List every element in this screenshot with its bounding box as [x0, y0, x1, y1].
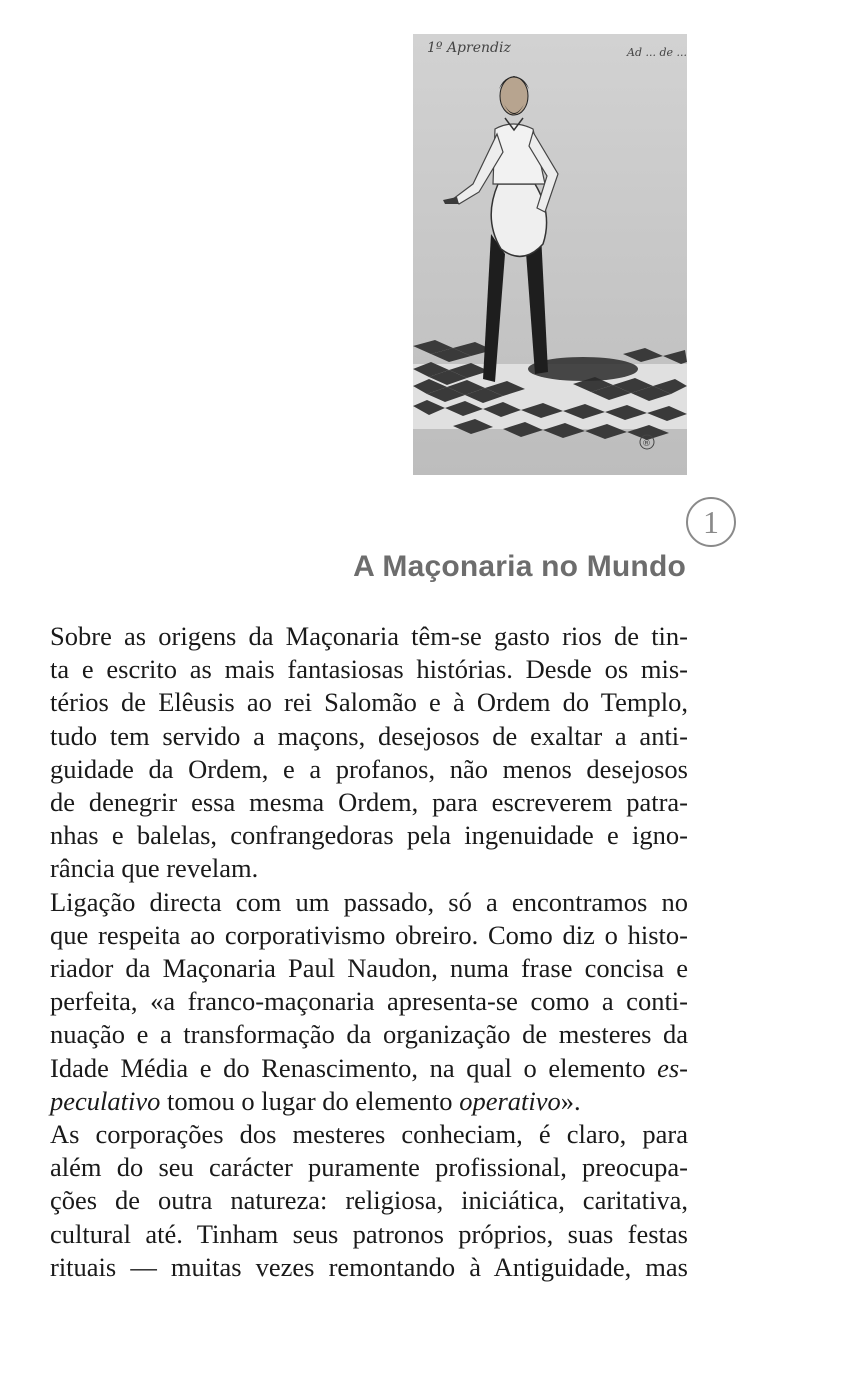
text-line: riador da Maçonaria Paul Naudon, numa frase concisa e [50, 953, 688, 984]
text-line: nuação e a transformação da organização de mesteres da [50, 1019, 688, 1050]
line-text: tomou o lugar do elemento [160, 1085, 460, 1116]
text-line: As corporações dos mesteres conheciam, é claro, para [50, 1119, 688, 1150]
inscription-top-right: Ad ... de ... [627, 46, 687, 59]
chapter-title: A Maçonaria no Mundo [353, 550, 686, 583]
text-line: cultural até. Tinham seus patronos próprios, suas festas [50, 1218, 688, 1249]
paragraph-2 [50, 886, 688, 1118]
text-line: ta e escrito as mais fantasiosas histórias. Desde os mis- [50, 654, 688, 685]
chapter-number-badge [686, 497, 736, 547]
paragraph-3 [50, 1118, 688, 1284]
italic-word: operativo [459, 1085, 561, 1116]
line-text: ». [560, 1085, 581, 1116]
body-text [50, 620, 688, 1284]
line-text: Idade Média e do Renascimento, na qual o elemento [50, 1052, 646, 1083]
text-line: que respeita ao corporativismo obreiro. Como diz o histo- [50, 919, 688, 950]
engraving-figure [413, 34, 687, 475]
text-line: rância que revelam. [50, 853, 259, 884]
text-line: Ligação directa com um passado, só a encontramos no [50, 886, 688, 917]
text-line: além do seu carácter puramente profissional, preocupa- [50, 1152, 688, 1183]
text-line: rituais — muitas vezes remontando à Antiguidade, mas [50, 1251, 688, 1282]
chapter-number: 1 [703, 504, 719, 540]
illustration-apprentice [413, 34, 687, 475]
italic-word: es- [657, 1052, 689, 1083]
text-line: guidade da Ordem, e a profanos, não menos desejosos [50, 753, 688, 784]
text-line-with-italic [50, 1052, 688, 1085]
text-line: tudo tem servido a maçons, desejosos de exaltar a anti- [50, 720, 688, 751]
paragraph-1 [50, 620, 688, 886]
text-line: perfeita, «a franco-maçonaria apresenta-se como a conti- [50, 986, 688, 1017]
text-line: ções de outra natureza: religiosa, iniciática, caritativa, [50, 1185, 688, 1216]
stamp-mark: ® [642, 439, 651, 449]
text-line: Sobre as origens da Maçonaria têm-se gasto rios de tin- [50, 621, 688, 651]
inscription-top-left: 1º Aprendiz [427, 40, 511, 56]
text-line: de denegrir essa mesma Ordem, para escreverem patra- [50, 787, 688, 818]
italic-word: peculativo [50, 1085, 161, 1116]
text-line: térios de Elêusis ao rei Salomão e à Ordem do Templo, [50, 687, 688, 718]
text-line: nhas e balelas, confrangedoras pela ingenuidade e igno- [50, 820, 688, 851]
text-line-with-italic [50, 1085, 688, 1118]
